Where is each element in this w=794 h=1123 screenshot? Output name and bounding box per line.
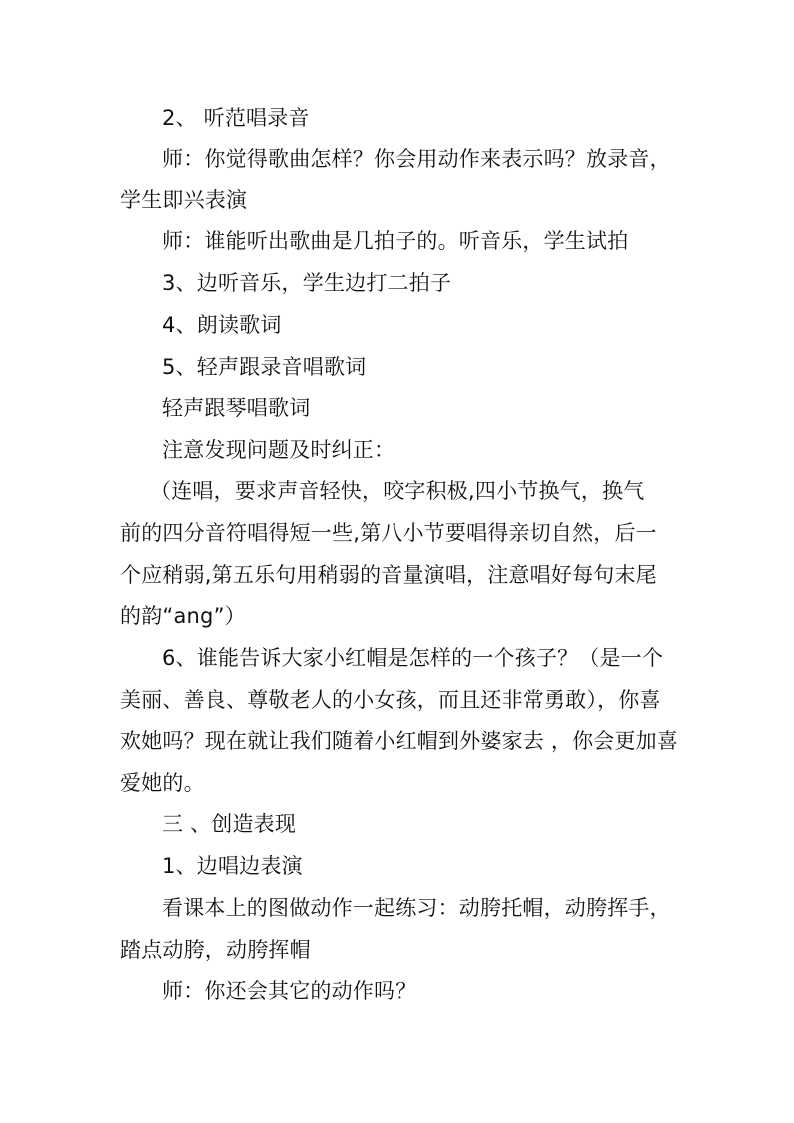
note-paragraph-line: 前的四分音符唱得短一些,第八小节要唱得亲切自然，后一 bbox=[120, 521, 657, 545]
paragraph-line: 爱她的。 bbox=[120, 771, 205, 795]
teacher-line: 师：你觉得歌曲怎样？你会用动作来表示吗？放录音， bbox=[162, 147, 671, 171]
section-item-5: 5、轻声跟录音唱歌词 bbox=[162, 355, 367, 379]
paragraph-line: 美丽、善良、尊敬老人的小女孩，而且还非常勇敢），你喜 bbox=[120, 688, 661, 712]
teacher-line: 师：你还会其它的动作吗？ bbox=[162, 979, 417, 1003]
teacher-line: 师：谁能听出歌曲是几拍子的。听音乐，学生试拍 bbox=[162, 229, 629, 253]
paragraph-line: 学生即兴表演 bbox=[120, 188, 248, 212]
section-item-3: 3、边听音乐，学生边打二拍子 bbox=[162, 271, 452, 295]
note-paragraph-line: （连唱，要求声音轻快，咬字积极,四小节换气，换气 bbox=[150, 479, 645, 503]
section-heading: 三 、创造表现 bbox=[162, 812, 297, 836]
paragraph-line: 注意发现问题及时纠正： bbox=[162, 438, 396, 462]
section-item-2: 2、 听范唱录音 bbox=[162, 106, 310, 130]
section-item-1: 1、边唱边表演 bbox=[162, 854, 303, 878]
section-item-6: 6、谁能告诉大家小红帽是怎样的一个孩子？（是一个 bbox=[162, 646, 664, 670]
note-paragraph-line: 的韵“ang”） bbox=[120, 604, 246, 628]
section-item-4: 4、朗读歌词 bbox=[162, 313, 282, 337]
paragraph-line: 欢她吗？现在就让我们随着小红帽到外婆家去 ，你会更加喜 bbox=[120, 729, 679, 753]
paragraph-line: 看课本上的图做动作一起练习：动胯托帽，动胯挥手， bbox=[162, 896, 671, 920]
paragraph-line: 踏点动胯，动胯挥帽 bbox=[120, 938, 311, 962]
paragraph-line: 轻声跟琴唱歌词 bbox=[162, 396, 311, 420]
note-paragraph-line: 个应稍弱,第五乐句用稍弱的音量演唱，注意唱好每句末尾 bbox=[120, 563, 657, 587]
